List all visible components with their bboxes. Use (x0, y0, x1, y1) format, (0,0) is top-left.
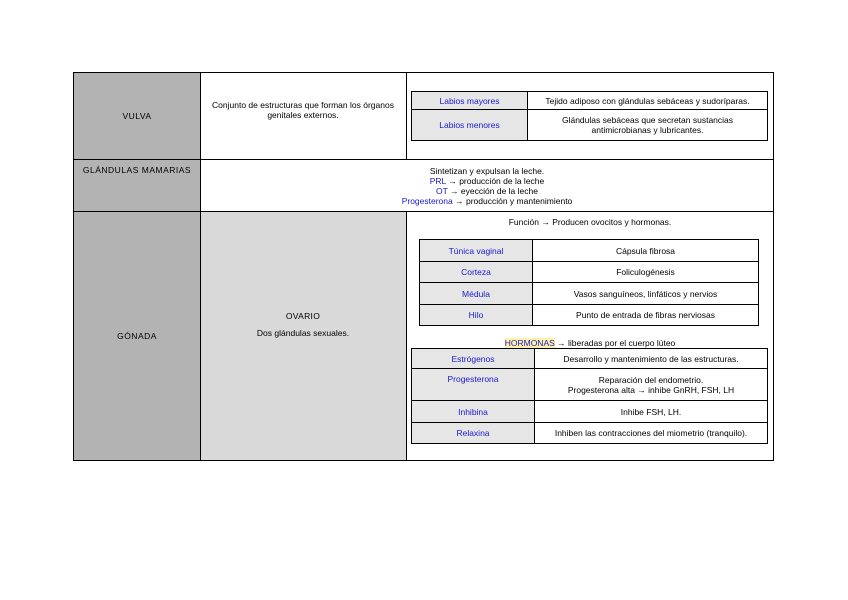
term-estrogenos: Estrógenos (412, 349, 535, 369)
desc-medula: Vasos sanguíneos, linfáticos y nervios (533, 283, 759, 305)
divider (200, 73, 201, 460)
mamarias-line-2 (201, 176, 773, 186)
mamarias-line-4 (201, 196, 773, 206)
ovario-desc: Dos glándulas sexuales. (256, 328, 350, 338)
mamarias-line-1: Sintetizan y expulsan la leche. (429, 166, 545, 176)
hormonas-label: HORMONAS (504, 338, 555, 348)
progesterona-term: Progesterona (401, 196, 453, 206)
table-row (412, 369, 768, 401)
table-row (420, 262, 759, 283)
desc-relaxina: Inhiben las contracciones del miometrio (tranquilo). (535, 423, 768, 444)
table-row (412, 92, 768, 110)
anatomy-table (73, 72, 774, 461)
prl-term: PRL (429, 176, 446, 186)
divider (406, 73, 407, 159)
hormonas-desc: → liberadas por el cuerpo lúteo (554, 338, 676, 348)
desc-hilo: Punto de entrada de fibras nerviosas (533, 305, 759, 326)
ot-term: OT (436, 186, 448, 196)
desc-labios-menores: Glándulas sebáceas que secretan sustancias antimicrobianas y lubricantes. (528, 110, 768, 141)
term-progesterona: Progesterona (412, 369, 535, 401)
table-row (412, 110, 768, 141)
ot-desc: → eyección de la leche (447, 186, 538, 196)
hormones-table (411, 348, 768, 444)
progesterona-desc: → producción y mantenimiento (452, 196, 573, 206)
term-relaxina: Relaxina (412, 423, 535, 444)
table-row (420, 305, 759, 326)
table-row (412, 349, 768, 369)
term-labios-menores: Labios menores (412, 110, 528, 141)
desc-corteza: Foliculogénesis (533, 262, 759, 283)
gonada-label: GÓNADA (117, 330, 157, 341)
desc-progesterona-2: Progesterona alta → inhibe GnRH, FSH, LH (567, 384, 735, 395)
ovario-title: OVARIO (285, 311, 321, 321)
vulva-items-table (411, 91, 768, 141)
hormonas-heading (407, 338, 773, 348)
funcion-text: Función → Producen ovocitos y hormonas. (508, 217, 672, 227)
mamarias-label: GLÁNDULAS MAMARIAS (82, 165, 192, 175)
table-row (412, 423, 768, 444)
ovario-content (200, 311, 406, 338)
desc-estrogenos: Desarrollo y mantenimiento de las estructuras. (535, 349, 768, 369)
divider (74, 159, 773, 160)
desc-inhibina: Inhibe FSH, LH. (535, 401, 768, 423)
structures-table (419, 239, 759, 326)
mamarias-line-3 (201, 186, 773, 196)
table-row (412, 401, 768, 423)
term-hilo: Hilo (420, 305, 533, 326)
table-row (420, 283, 759, 305)
desc-labios-mayores: Tejido adiposo con glándulas sebáceas y sudoríparas. (528, 92, 768, 110)
vulva-description: Conjunto de estructuras que forman los órganos genitales externos. (212, 100, 394, 120)
term-labios-mayores: Labios mayores (412, 92, 528, 110)
table-row (420, 240, 759, 262)
desc-progesterona (535, 369, 768, 401)
vulva-label: VULVA (122, 111, 152, 121)
mamarias-content (201, 166, 773, 206)
term-corteza: Corteza (420, 262, 533, 283)
divider (406, 211, 407, 460)
term-medula: Médula (420, 283, 533, 305)
desc-progesterona-1: Reparación del endometrio. (598, 374, 704, 385)
term-inhibina: Inhibina (412, 401, 535, 423)
desc-tunica-vaginal: Cápsula fibrosa (533, 240, 759, 262)
prl-desc: → producción de la leche (445, 176, 545, 186)
term-tunica-vaginal: Túnica vaginal (420, 240, 533, 262)
